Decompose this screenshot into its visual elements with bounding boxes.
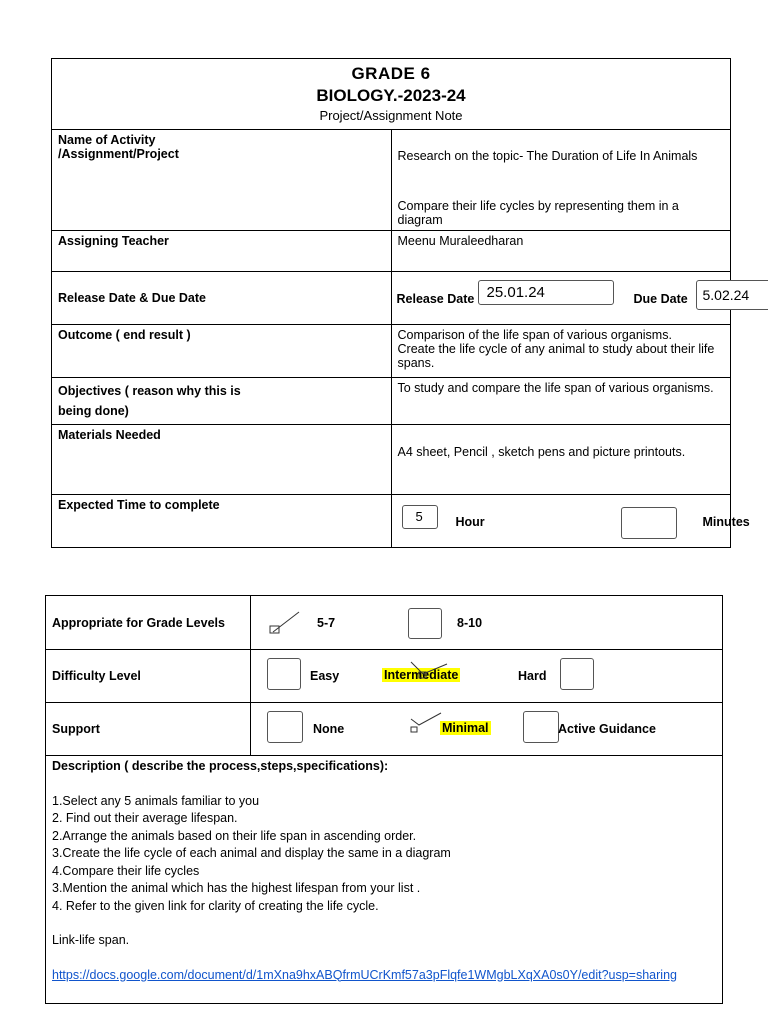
minutes-field[interactable] [621, 507, 677, 539]
description-cell [46, 756, 723, 1004]
outcome-label: Outcome ( end result ) [52, 325, 392, 378]
dates-value [391, 272, 750, 325]
intermediate-option: Intermediate [384, 668, 459, 682]
objectives-label-line1: Objectives ( reason why this is [58, 384, 241, 398]
subject-title: BIOLOGY.-2023-24 [316, 86, 466, 105]
grade-levels-label: Appropriate for Grade Levels [46, 596, 251, 650]
objectives-label [52, 378, 392, 425]
minutes-label: Minutes [702, 515, 750, 529]
minimal-option: Minimal [442, 721, 489, 735]
grade-option-5-7: 5-7 [317, 616, 336, 630]
lifespan-link[interactable]: https://docs.google.com/document/d/1mXna9hxABQfrmUCrKmf57a3pFlqfe1WMgbLXqXA0s0Y/edit?usp=sharing [52, 967, 677, 982]
none-checkbox[interactable] [267, 711, 303, 743]
active-guidance-option: Active Guidance [558, 722, 656, 736]
link-label: Link-life span. [52, 933, 130, 947]
grade-8-10-checkbox[interactable] [408, 608, 442, 639]
active-guidance-checkbox[interactable] [523, 711, 559, 743]
activity-line2: Compare their life cycles by representing them in a diagram [397, 199, 679, 227]
step-item: 4. Refer to the given link for clarity of creating the life cycle. [52, 898, 379, 913]
check-mark-icon [409, 660, 449, 682]
grade-title: GRADE 6 [351, 64, 431, 83]
header-cell [52, 59, 731, 130]
hours-field[interactable]: 5 [402, 505, 438, 529]
materials-text: A4 sheet, Pencil , sketch pens and picture printouts. [397, 445, 686, 459]
step-item: 2.Arrange the animals based on their life span in ascending order. [52, 828, 417, 843]
due-date-label: Due Date [633, 292, 688, 306]
objectives-value: To study and compare the life span of various organisms. [391, 378, 731, 425]
grade-option-8-10: 8-10 [457, 616, 483, 630]
time-label: Expected Time to complete [52, 495, 392, 548]
objectives-label-line2: being done) [58, 404, 129, 418]
teacher-label: Assigning Teacher [52, 231, 392, 272]
outcome-line1: Comparison of the life span of various organisms. [397, 328, 672, 342]
easy-option: Easy [310, 669, 340, 683]
hard-checkbox[interactable] [560, 658, 594, 690]
hours-label: Hour [455, 515, 485, 529]
activity-label-line1: Name of Activity [58, 133, 156, 147]
materials-label: Materials Needed [52, 425, 392, 495]
assignment-note-table [51, 58, 750, 548]
difficulty-label: Difficulty Level [46, 650, 251, 703]
support-options [251, 703, 723, 756]
release-date-field[interactable]: 25.01.24 [478, 280, 614, 305]
activity-label [52, 130, 392, 231]
none-option: None [313, 722, 345, 736]
support-label: Support [46, 703, 251, 756]
difficulty-options [251, 650, 723, 703]
description-heading: Description ( describe the process,steps,specifications): [52, 759, 389, 773]
step-item: 4.Compare their life cycles [52, 863, 200, 878]
time-value [391, 495, 750, 548]
easy-checkbox[interactable] [267, 658, 301, 690]
note-subtitle: Project/Assignment Note [319, 108, 463, 123]
step-item: 3.Mention the animal which has the highest lifespan from your list . [52, 881, 421, 895]
materials-value [391, 425, 731, 495]
activity-label-line2: /Assignment/Project [58, 147, 179, 161]
outcome-value [391, 325, 731, 378]
release-date-label: Release Date [396, 292, 475, 306]
activity-line1: Research on the topic- The Duration of Life In Animals [397, 149, 698, 163]
teacher-value: Meenu Muraleedharan [391, 231, 731, 272]
outcome-line2: Create the life cycle of any animal to study about their life spans. [397, 342, 715, 370]
due-date-field[interactable]: 5.02.24 [696, 280, 768, 310]
step-item: 2. Find out their average lifespan. [52, 811, 238, 825]
grade-levels-options [251, 596, 723, 650]
hard-option: Hard [518, 669, 547, 683]
dates-label: Release Date & Due Date [52, 272, 392, 325]
activity-value [391, 130, 731, 231]
step-item: 1.Select any 5 animals familiar to you [52, 793, 260, 808]
step-item: 3.Create the life cycle of each animal and display the same in a diagram [52, 846, 451, 860]
checked-checkbox-icon[interactable] [269, 610, 305, 640]
criteria-table [45, 595, 723, 1004]
